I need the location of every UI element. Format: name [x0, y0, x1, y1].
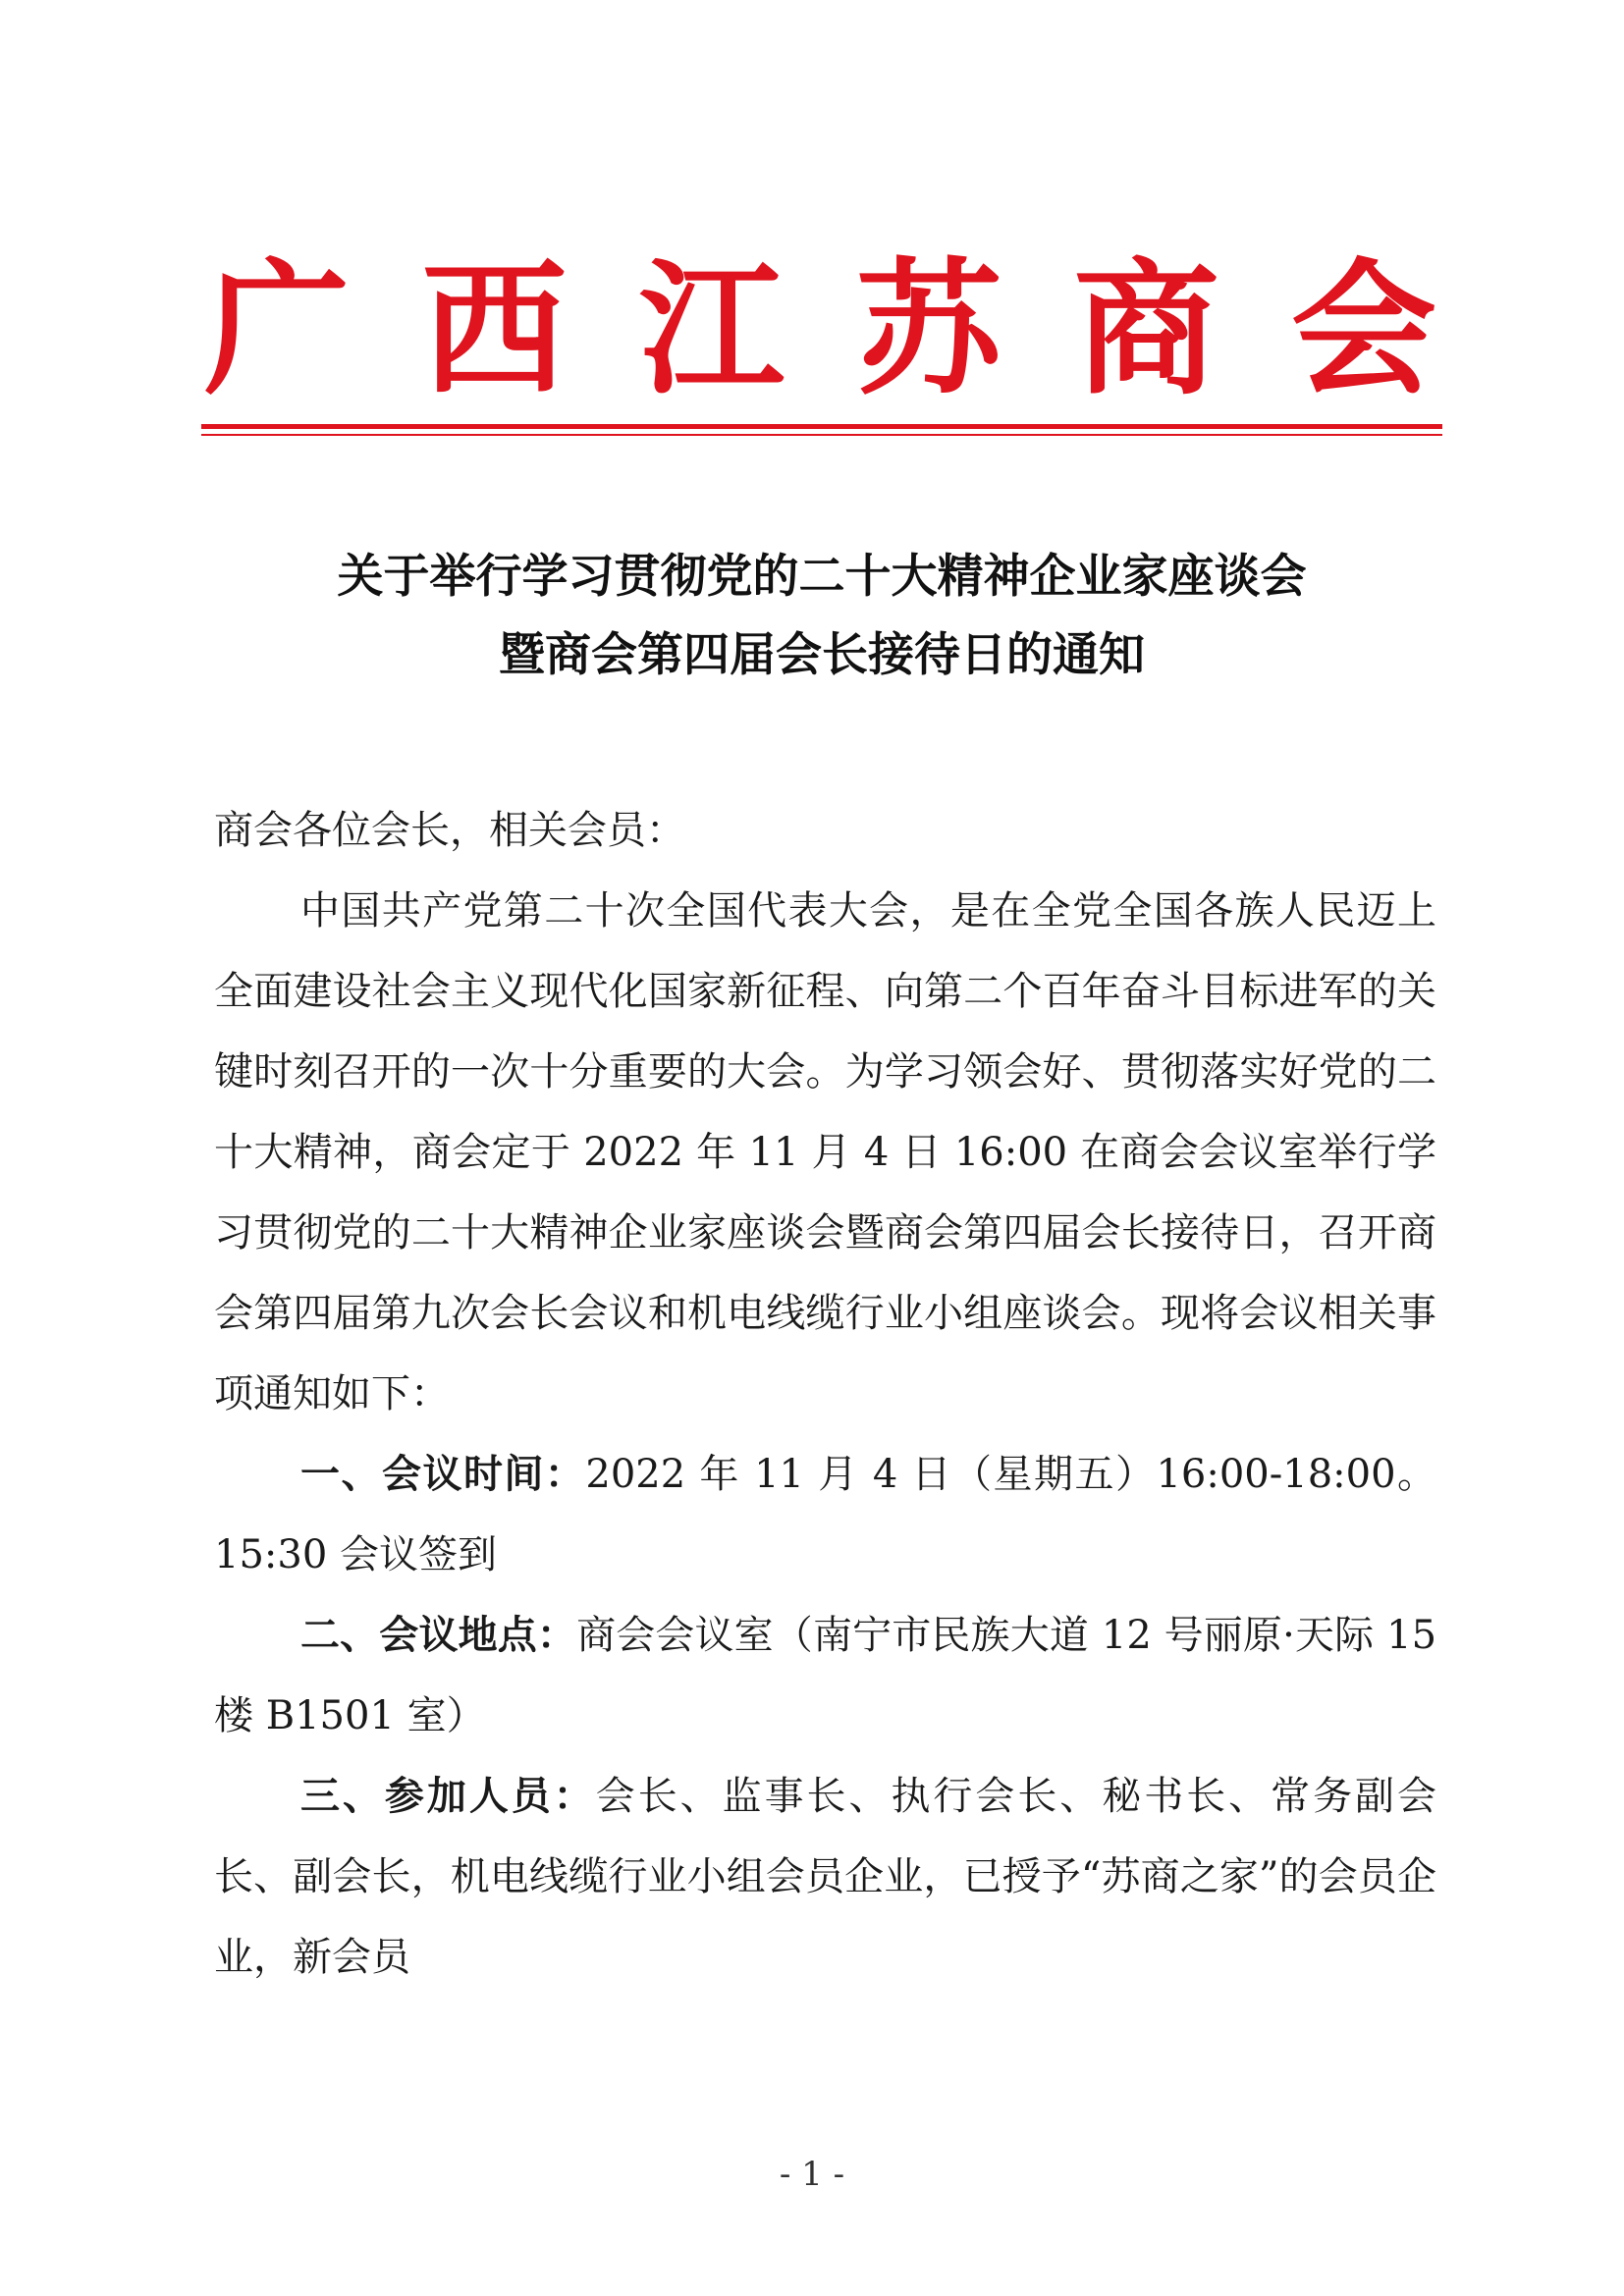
intro-paragraph: 中国共产党第二十次全国代表大会，是在全党全国各族人民迈上全面建设社会主义现代化国家新征程、向第二个百年奋斗目标进军的关键时刻召开的一次十分重要的大会。为学习领会好、贯彻落实好党的二十大精神，商会定于 2022 年 11 月 4 日 16:00 在商会会议室举行学习贯彻党的二十大精神企业家座谈会暨商会第四届会长接待日，召开商会第四届第九次会长会议和机电线缆行业小组座谈会。现将会议相关事项通知如下：: [214, 888, 1436, 1416]
page-number: - 1 -: [779, 2155, 845, 2194]
item-label: 一、会议时间：: [300, 1451, 586, 1497]
document-title-line-2: 暨商会第四届会长接待日的通知: [499, 628, 1145, 682]
item-label: 二、会议地点：: [300, 1612, 577, 1658]
item-attendees: [214, 1756, 1436, 1998]
item-meeting-location: [214, 1595, 1436, 1756]
masthead-char: 商: [1073, 243, 1219, 414]
masthead-char: 苏: [856, 243, 1002, 414]
masthead: [204, 243, 1436, 414]
item-meeting-time: [214, 1434, 1436, 1595]
masthead-char: 西: [421, 243, 568, 414]
item-text: 2022 年 11 月 4 日（星期五）16:00-18:00。15:30 会议签到: [214, 1452, 1436, 1577]
masthead-char: 江: [638, 243, 785, 414]
document-title: [201, 538, 1442, 695]
item-text: 商会会议室（南宁市民族大道 12 号丽原·天际 15 楼 B1501 室）: [214, 1613, 1437, 1738]
masthead-char: 广: [204, 243, 350, 414]
salutation: 商会各位会长，相关会员：: [214, 808, 685, 853]
document-title-line-1: 关于举行学习贯彻党的二十大精神企业家座谈会: [337, 550, 1307, 604]
masthead-rule-thin: [201, 434, 1442, 436]
masthead-rule-thick: [201, 424, 1442, 429]
item-text: 会长、监事长、执行会长、秘书长、常务副会长、副会长，机电线缆行业小组会员企业，已授予“苏商之家”的会员企业，新会员: [214, 1774, 1437, 1980]
document-body: [214, 790, 1436, 1998]
item-label: 三、参加人员：: [300, 1773, 596, 1819]
masthead-char: 会: [1290, 243, 1436, 414]
